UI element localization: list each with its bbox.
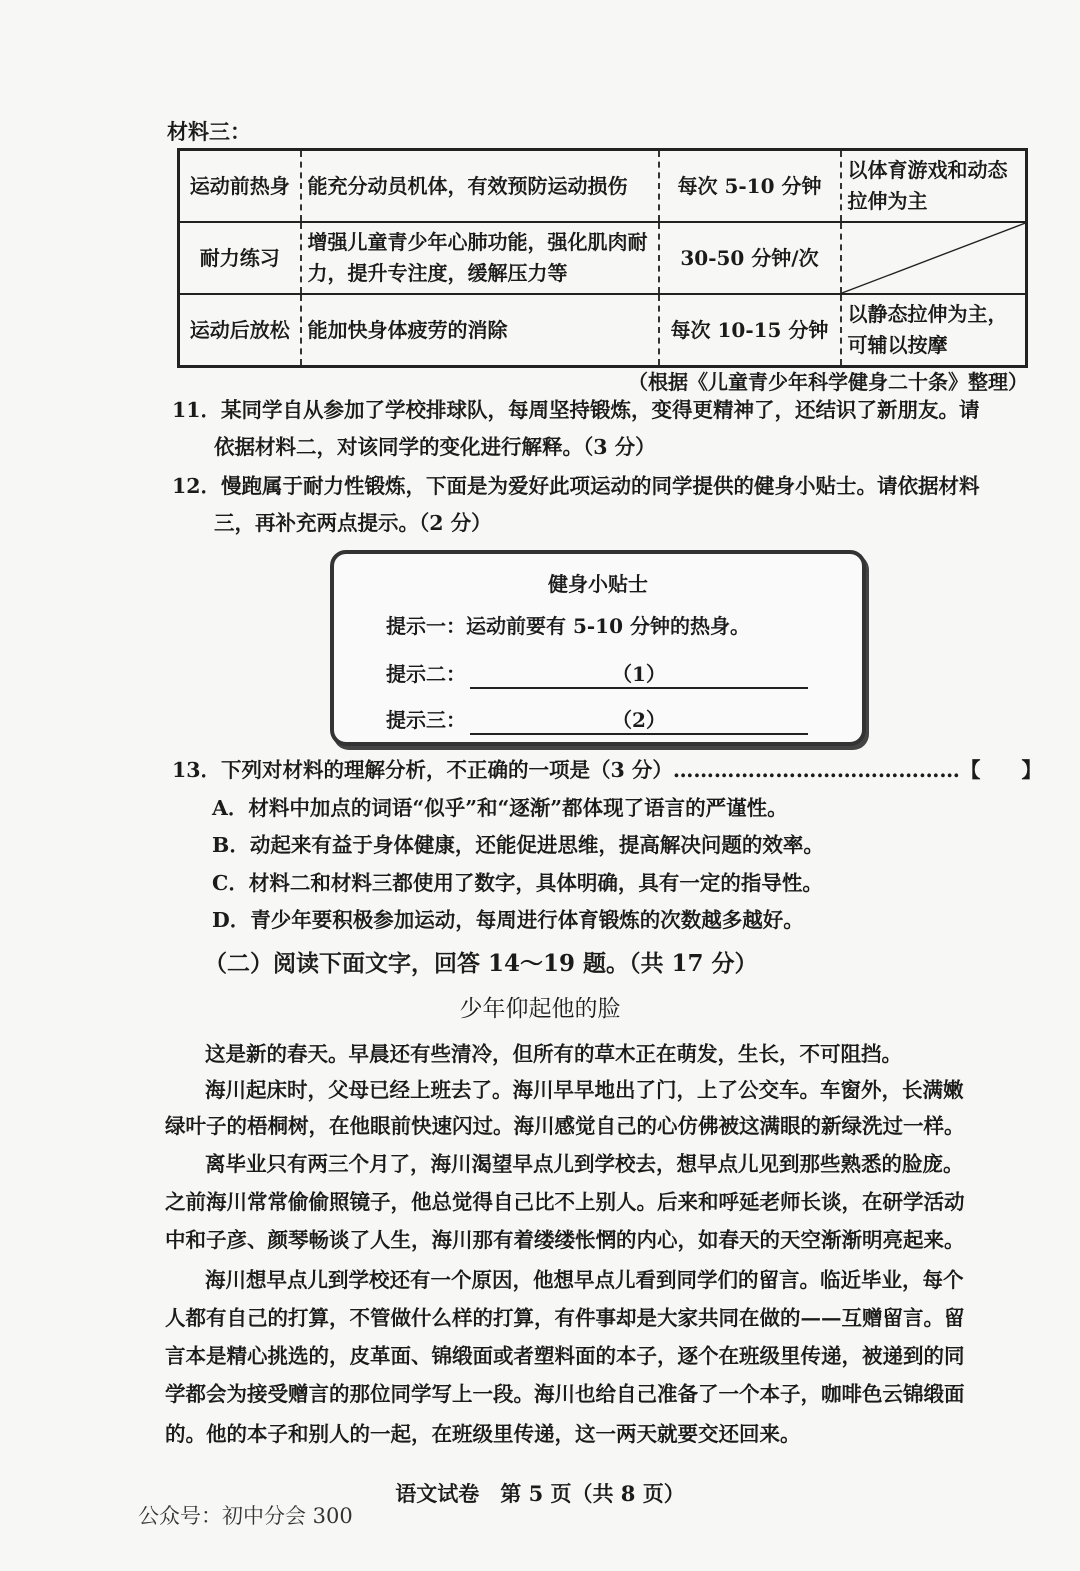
duration-cell: 每次 10-15 分钟 xyxy=(659,294,841,367)
duration-cell: 每次 5-10 分钟 xyxy=(659,150,841,223)
q13-stem: 13．下列对材料的理解分析，不正确的一项是（3 分）…………………………………… xyxy=(172,758,960,782)
q13-option-c: C．材料二和材料三都使用了数字，具体明确，具有一定的指导性。 xyxy=(212,871,823,895)
story-line: 绿叶子的梧桐树，在他眼前快速闪过。海川感觉自己的心仿佛被这满眼的新绿洗过一样。 xyxy=(165,1114,965,1138)
tip-three-label: 提示三： xyxy=(386,708,466,732)
effect-cell: 能加快身体疲劳的消除 xyxy=(301,294,659,367)
q13-option-d: D．青少年要积极参加运动，每周进行体育锻炼的次数越多越好。 xyxy=(212,908,804,932)
phase-cell: 运动前热身 xyxy=(179,150,301,223)
q11-line1: 11．某同学自从参加了学校排球队，每周坚持锻炼，变得更精神了，还结识了新朋友。请 xyxy=(172,398,980,422)
story-line: 海川起床时，父母已经上班去了。海川早早地出了门，上了公交车。车窗外，长满嫩 xyxy=(205,1078,964,1102)
tip-two-label: 提示二： xyxy=(386,662,466,686)
effect-cell: 能充分动员机体，有效预防运动损伤 xyxy=(301,150,659,223)
story-line: 的。他的本子和别人的一起，在班级里传递，这一两天就要交还回来。 xyxy=(165,1422,801,1446)
material-label: 材料三： xyxy=(167,119,251,144)
watermark-text: 公众号：初中分会 300 xyxy=(138,1504,353,1528)
tip-three xyxy=(386,704,808,735)
story-line: 中和子彦、颜琴畅谈了人生，海川那有着缕缕怅惘的内心，如春天的天空渐渐明亮起来。 xyxy=(165,1228,965,1252)
tip-one: 提示一：运动前要有 5-10 分钟的热身。 xyxy=(386,614,750,638)
story-line: 离毕业只有两三个月了，海川渴望早点儿到学校去，想早点儿见到那些熟悉的脸庞。 xyxy=(205,1152,964,1176)
note-cell: 以体育游戏和动态拉伸为主 xyxy=(841,150,1027,223)
phase-cell: 耐力练习 xyxy=(179,222,301,294)
fitness-tips-box xyxy=(330,550,866,746)
story-line: 人都有自己的打算，不管做什么样的打算，有件事却是大家共同在做的——互赠留言。留 xyxy=(165,1306,965,1330)
empty-diagonal-cell xyxy=(841,222,1027,294)
page-footer: 语文试卷 第 5 页（共 8 页） xyxy=(395,1481,685,1506)
table-row xyxy=(179,294,1027,367)
q13-option-b: B．动起来有益于身体健康，还能促进思维，提高解决问题的效率。 xyxy=(212,833,824,857)
story-title: 少年仰起他的脸 xyxy=(459,996,621,1022)
story-line: 学都会为接受赠言的那位同学写上一段。海川也给自己准备了一个本子，咖啡色云锦缎面 xyxy=(165,1382,965,1406)
table-row xyxy=(179,222,1027,294)
duration-cell: 30-50 分钟/次 xyxy=(659,222,841,294)
tip-three-blank[interactable]: （2） xyxy=(470,704,808,735)
q13-answer-bracket[interactable]: 【 】 xyxy=(960,758,1042,782)
q11-line2: 依据材料二，对该同学的变化进行解释。（3 分） xyxy=(214,435,656,459)
tip-two xyxy=(386,658,808,689)
story-line: 言本是精心挑选的，皮革面、锦缎面或者塑料面的本子，逐个在班级里传递，被递到的同 xyxy=(165,1344,965,1368)
material-table xyxy=(177,148,1028,368)
story-line: 之前海川常常偷偷照镜子，他总觉得自己比不上别人。后来和呼延老师长谈，在研学活动 xyxy=(165,1190,965,1214)
diagonal-line xyxy=(842,223,1026,293)
story-line: 海川想早点儿到学校还有一个原因，他想早点儿看到同学们的留言。临近毕业，每个 xyxy=(205,1268,964,1292)
phase-cell: 运动后放松 xyxy=(179,294,301,367)
q13-option-a: A．材料中加点的词语“似乎”和“逐渐”都体现了语言的严谨性。 xyxy=(212,796,788,820)
section-heading: （二）阅读下面文字，回答 14～19 题。（共 17 分） xyxy=(204,950,758,977)
note-cell: 以静态拉伸为主，可辅以按摩 xyxy=(841,294,1027,367)
q12-line2: 三，再补充两点提示。（2 分） xyxy=(214,511,492,535)
story-paragraph: 这是新的春天。早晨还有些清冷，但所有的草木正在萌发，生长，不可阻挡。 xyxy=(205,1042,902,1066)
tip-two-blank[interactable]: （1） xyxy=(470,658,808,689)
material-source: （根据《儿童青少年科学健身二十条》整理） xyxy=(628,370,1028,394)
q12-line1: 12．慢跑属于耐力性锻炼，下面是为爱好此项运动的同学提供的健身小贴士。请依据材料 xyxy=(172,474,980,498)
table-row xyxy=(179,150,1027,223)
tips-title: 健身小贴士 xyxy=(548,572,648,596)
effect-cell: 增强儿童青少年心肺功能，强化肌肉耐力，提升专注度，缓解压力等 xyxy=(301,222,659,294)
